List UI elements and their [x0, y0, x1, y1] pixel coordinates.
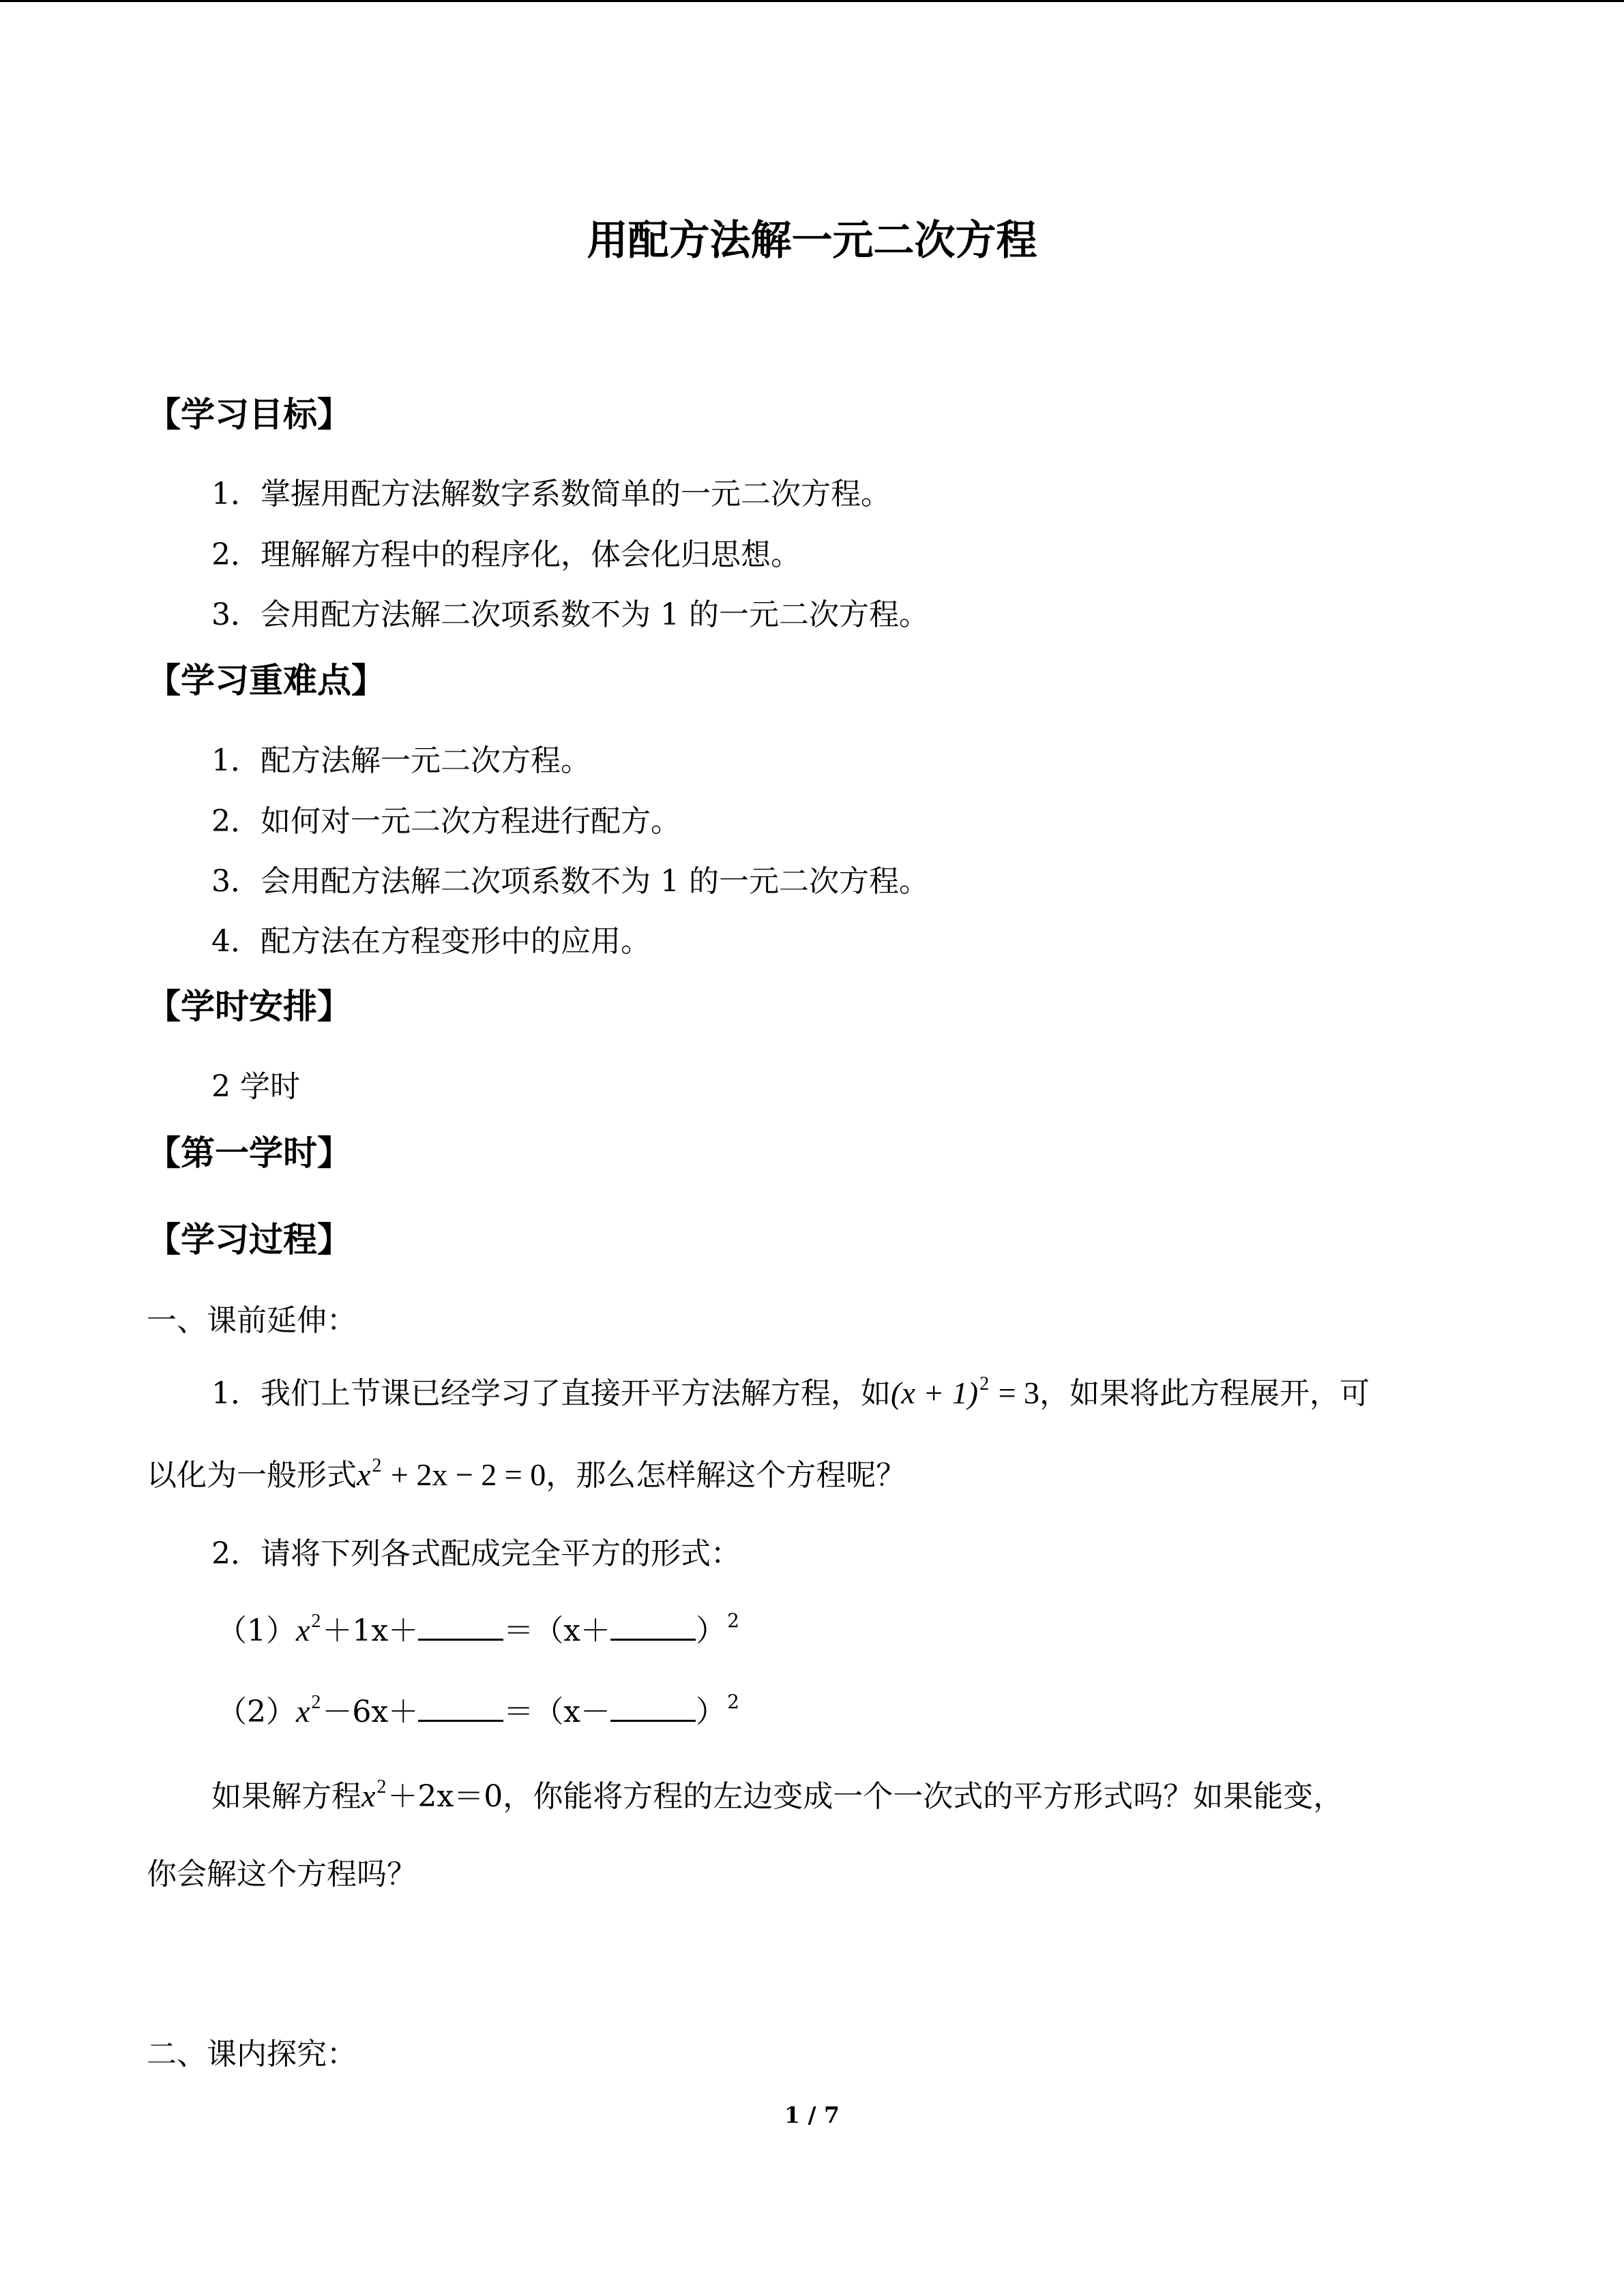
exercise-1-blank-1[interactable]	[418, 1609, 503, 1641]
question-1-text-a: 1．我们上节课已经学习了直接开平方法解方程，如	[211, 1376, 891, 1411]
schedule-text: 2 学时	[211, 1069, 300, 1104]
exercise-1-exponent: 2	[311, 1611, 321, 1632]
exploration-paragraph-line-2: 你会解这个方程吗？	[147, 1857, 417, 1892]
page-number: 1 / 7	[784, 2102, 840, 2128]
exercise-2-square: 2	[727, 1690, 739, 1713]
exercise-2-number: （2）	[217, 1695, 296, 1729]
document-title: 用配方法解一元二次方程	[587, 217, 1037, 265]
equation-2-var: x	[357, 1457, 371, 1492]
paragraph-exponent: 2	[377, 1776, 387, 1798]
exercise-1-square: 2	[727, 1609, 739, 1632]
objective-item-3: 3．会用配方法解二次项系数不为 1 的一元二次方程。	[211, 597, 929, 632]
paragraph-expression	[361, 1778, 387, 1813]
exercise-2-expression	[296, 1694, 322, 1729]
objective-item-1: 1．掌握用配方法解数字系数简单的一元二次方程。	[211, 477, 891, 511]
equation-1-exponent: 2	[979, 1373, 990, 1395]
difficulty-item-3: 3．会用配方法解二次项系数不为 1 的一元二次方程。	[211, 864, 929, 899]
page-top-border	[0, 0, 1624, 2]
exercise-1-expression	[296, 1613, 322, 1648]
exercise-2-blank-2[interactable]	[610, 1690, 696, 1722]
exercise-1-middle: ＋1x＋	[322, 1613, 419, 1648]
question-2-intro: 2．请将下列各式配成完全平方的形式：	[211, 1536, 741, 1571]
paragraph-text-a: 如果解方程	[211, 1779, 361, 1814]
exercise-1-number: （1）	[217, 1613, 296, 1648]
question-1-text-b: ，如果将此方程展开，可	[1039, 1376, 1370, 1411]
question-1-text-d: ，那么怎样解这个方程呢？	[546, 1458, 906, 1493]
question-1-line-2	[147, 1456, 906, 1499]
difficulties-heading: 【学习重难点】	[147, 661, 385, 700]
preclass-label: 一、课前延伸：	[147, 1303, 357, 1338]
equation-2-exponent: 2	[372, 1455, 382, 1476]
exercise-1-equals: ＝（x＋	[503, 1613, 611, 1648]
schedule-heading: 【学时安排】	[147, 987, 351, 1026]
exercise-2-equals: ＝（x－	[503, 1695, 611, 1729]
difficulty-item-4: 4．配方法在方程变形中的应用。	[211, 924, 651, 959]
objective-item-2: 2．理解解方程中的程序化，体会化归思想。	[211, 537, 801, 572]
equation-2	[357, 1457, 546, 1492]
exercise-item-1	[217, 1609, 741, 1654]
inclass-label: 二、课内探究：	[147, 2037, 357, 2072]
equation-1-lhs: (x + 1)	[891, 1375, 979, 1410]
exercise-2-exponent: 2	[311, 1692, 321, 1713]
first-period-heading: 【第一学时】	[147, 1133, 351, 1173]
exercise-2-close: ）	[696, 1695, 726, 1729]
exercise-2-middle: －6x＋	[322, 1695, 419, 1729]
equation-2-rest: + 2x − 2 = 0	[383, 1457, 546, 1492]
exercise-2-var: x	[296, 1694, 310, 1729]
exercise-1-blank-2[interactable]	[610, 1609, 696, 1641]
difficulty-item-1: 1．配方法解一元二次方程。	[211, 743, 591, 778]
exercise-1-var: x	[296, 1613, 310, 1648]
equation-1	[891, 1375, 1039, 1410]
objectives-heading: 【学习目标】	[147, 395, 351, 434]
equation-1-rhs: = 3	[990, 1375, 1040, 1410]
difficulty-item-2: 2．如何对一元二次方程进行配方。	[211, 804, 681, 839]
exercise-1-close: ）	[696, 1613, 726, 1648]
exercise-item-2	[217, 1690, 741, 1735]
paragraph-var: x	[361, 1778, 376, 1813]
question-1-text-c: 以化为一般形式	[147, 1458, 357, 1493]
exploration-paragraph-line-1	[211, 1777, 1343, 1820]
question-1-line-1	[211, 1374, 1370, 1417]
exercise-2-blank-1[interactable]	[418, 1690, 503, 1722]
process-heading: 【学习过程】	[147, 1220, 351, 1259]
paragraph-text-b: ＋2x＝0，你能将方程的左边变成一个一次式的平方形式吗？如果能变，	[387, 1779, 1344, 1814]
